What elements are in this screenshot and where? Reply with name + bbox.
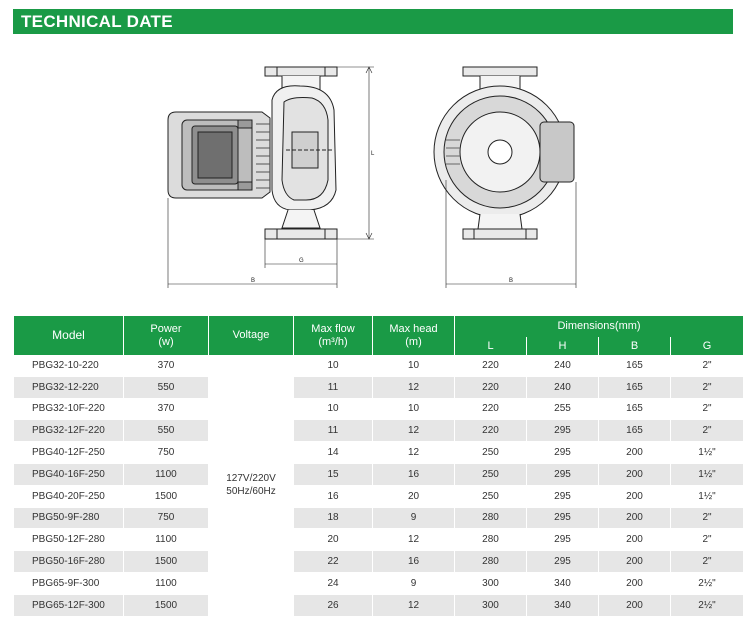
cell-max-flow: 11	[294, 377, 372, 399]
pump-dimension-drawings	[0, 40, 750, 310]
cell-dim-l: 220	[455, 377, 526, 399]
cell-dim-b: 165	[599, 377, 670, 399]
header-dimensions: Dimensions(mm)	[455, 316, 743, 337]
cell-power: 370	[124, 355, 208, 377]
cell-max-flow: 22	[294, 551, 372, 573]
cell-dim-g: 2"	[671, 355, 743, 377]
cell-model: PBG50-12F-280	[14, 529, 123, 551]
cell-dim-h: 240	[527, 355, 598, 377]
cell-max-head: 20	[373, 486, 454, 508]
cell-dim-h: 340	[527, 573, 598, 595]
cell-dim-l: 280	[455, 551, 526, 573]
cell-dim-l: 220	[455, 355, 526, 377]
cell-power: 750	[124, 442, 208, 464]
cell-dim-g: 2"	[671, 551, 743, 573]
cell-max-flow: 14	[294, 442, 372, 464]
cell-dim-l: 220	[455, 420, 526, 442]
voltage-line-2: 50Hz/60Hz	[226, 486, 276, 498]
cell-power: 1100	[124, 573, 208, 595]
cell-dim-h: 240	[527, 377, 598, 399]
table-row	[14, 573, 743, 595]
cell-max-head: 10	[373, 399, 454, 421]
cell-model: PBG40-20F-250	[14, 486, 123, 508]
cell-dim-h: 295	[527, 464, 598, 486]
table-row	[14, 551, 743, 573]
cell-model: PBG65-9F-300	[14, 573, 123, 595]
cell-max-head: 16	[373, 464, 454, 486]
cell-power: 750	[124, 508, 208, 530]
cell-dim-g: 1½"	[671, 486, 743, 508]
table-body	[14, 355, 743, 617]
cell-dim-g: 2"	[671, 377, 743, 399]
table-row	[14, 442, 743, 464]
cell-dim-b: 200	[599, 595, 670, 617]
header-max-flow-label: Max flow	[311, 323, 355, 336]
cell-dim-b: 200	[599, 442, 670, 464]
cell-dim-b: 200	[599, 529, 670, 551]
cell-power: 370	[124, 399, 208, 421]
cell-dim-h: 295	[527, 486, 598, 508]
pump-side-view	[168, 67, 374, 288]
cell-max-flow: 10	[294, 355, 372, 377]
header-dim-l: L	[455, 337, 526, 355]
cell-dim-b: 165	[599, 420, 670, 442]
cell-dim-g: 2½"	[671, 573, 743, 595]
cell-dim-b: 200	[599, 508, 670, 530]
dimension-label-g: G	[299, 258, 304, 264]
cell-max-flow: 26	[294, 595, 372, 617]
cell-dim-h: 295	[527, 551, 598, 573]
cell-dim-g: 2"	[671, 529, 743, 551]
cell-max-head: 10	[373, 355, 454, 377]
header-voltage: Voltage	[209, 316, 293, 355]
header-model: Model	[14, 316, 123, 355]
header-dim-h: H	[527, 337, 598, 355]
cell-max-flow: 18	[294, 508, 372, 530]
cell-power: 550	[124, 377, 208, 399]
cell-model: PBG40-16F-250	[14, 464, 123, 486]
cell-power: 1100	[124, 464, 208, 486]
cell-dim-l: 250	[455, 486, 526, 508]
cell-power: 1100	[124, 529, 208, 551]
cell-model: PBG32-12-220	[14, 377, 123, 399]
header-max-head-unit: (m)	[405, 335, 422, 348]
voltage-line-1: 127V/220V	[226, 472, 276, 484]
cell-dim-g: 2"	[671, 508, 743, 530]
cell-dim-l: 250	[455, 442, 526, 464]
cell-power: 1500	[124, 595, 208, 617]
table-row	[14, 420, 743, 442]
table-row	[14, 486, 743, 508]
cell-dim-l: 300	[455, 573, 526, 595]
cell-dim-b: 165	[599, 399, 670, 421]
cell-max-flow: 16	[294, 486, 372, 508]
cell-power: 550	[124, 420, 208, 442]
cell-max-flow: 24	[294, 573, 372, 595]
cell-dim-h: 255	[527, 399, 598, 421]
cell-voltage	[209, 355, 293, 617]
cell-dim-l: 300	[455, 595, 526, 617]
cell-max-head: 12	[373, 442, 454, 464]
cell-max-head: 12	[373, 529, 454, 551]
header-power	[124, 316, 208, 355]
header-dim-g: G	[671, 337, 743, 355]
cell-dim-g: 2½"	[671, 595, 743, 617]
dimension-label-b-side: B	[251, 278, 256, 284]
cell-dim-h: 295	[527, 529, 598, 551]
cell-max-head: 9	[373, 573, 454, 595]
cell-dim-h: 295	[527, 442, 598, 464]
header-max-flow	[294, 316, 372, 355]
table-row	[14, 508, 743, 530]
cell-dim-l: 280	[455, 529, 526, 551]
cell-model: PBG32-12F-220	[14, 420, 123, 442]
header-power-unit: (w)	[158, 335, 174, 348]
cell-dim-h: 340	[527, 595, 598, 617]
cell-dim-g: 1½"	[671, 464, 743, 486]
cell-dim-b: 165	[599, 355, 670, 377]
table-row	[14, 529, 743, 551]
table-row	[14, 464, 743, 486]
cell-dim-l: 220	[455, 399, 526, 421]
cell-dim-b: 200	[599, 551, 670, 573]
cell-dim-g: 1½"	[671, 442, 743, 464]
cell-power: 1500	[124, 551, 208, 573]
table-row	[14, 399, 743, 421]
cell-dim-b: 200	[599, 486, 670, 508]
cell-max-head: 12	[373, 377, 454, 399]
cell-dim-l: 250	[455, 464, 526, 486]
cell-dim-b: 200	[599, 464, 670, 486]
cell-power: 1500	[124, 486, 208, 508]
header-dim-b: B	[599, 337, 670, 355]
cell-dim-l: 280	[455, 508, 526, 530]
cell-model: PBG32-10F-220	[14, 399, 123, 421]
dimension-label-l: L	[371, 151, 375, 157]
cell-model: PBG40-12F-250	[14, 442, 123, 464]
cell-max-flow: 20	[294, 529, 372, 551]
cell-max-flow: 10	[294, 399, 372, 421]
table-row	[14, 595, 743, 617]
cell-dim-h: 295	[527, 508, 598, 530]
cell-dim-b: 200	[599, 573, 670, 595]
cell-max-flow: 11	[294, 420, 372, 442]
table-row	[14, 377, 743, 399]
cell-max-head: 12	[373, 420, 454, 442]
cell-dim-g: 2"	[671, 420, 743, 442]
dimension-label-b-front: B	[509, 278, 514, 284]
cell-dim-h: 295	[527, 420, 598, 442]
section-title: TECHNICAL DATE	[13, 9, 733, 34]
header-max-head	[373, 316, 454, 355]
header-max-head-label: Max head	[389, 323, 438, 336]
cell-model: PBG65-12F-300	[14, 595, 123, 617]
header-power-label: Power	[150, 323, 182, 336]
cell-max-head: 16	[373, 551, 454, 573]
cell-dim-g: 2"	[671, 399, 743, 421]
header-max-flow-unit: (m³/h)	[318, 335, 348, 348]
pump-front-view	[434, 67, 576, 288]
cell-max-head: 9	[373, 508, 454, 530]
cell-max-flow: 15	[294, 464, 372, 486]
cell-max-head: 12	[373, 595, 454, 617]
cell-model: PBG50-9F-280	[14, 508, 123, 530]
cell-model: PBG32-10-220	[14, 355, 123, 377]
technical-data-table	[13, 316, 744, 617]
table-row	[14, 355, 743, 377]
cell-model: PBG50-16F-280	[14, 551, 123, 573]
